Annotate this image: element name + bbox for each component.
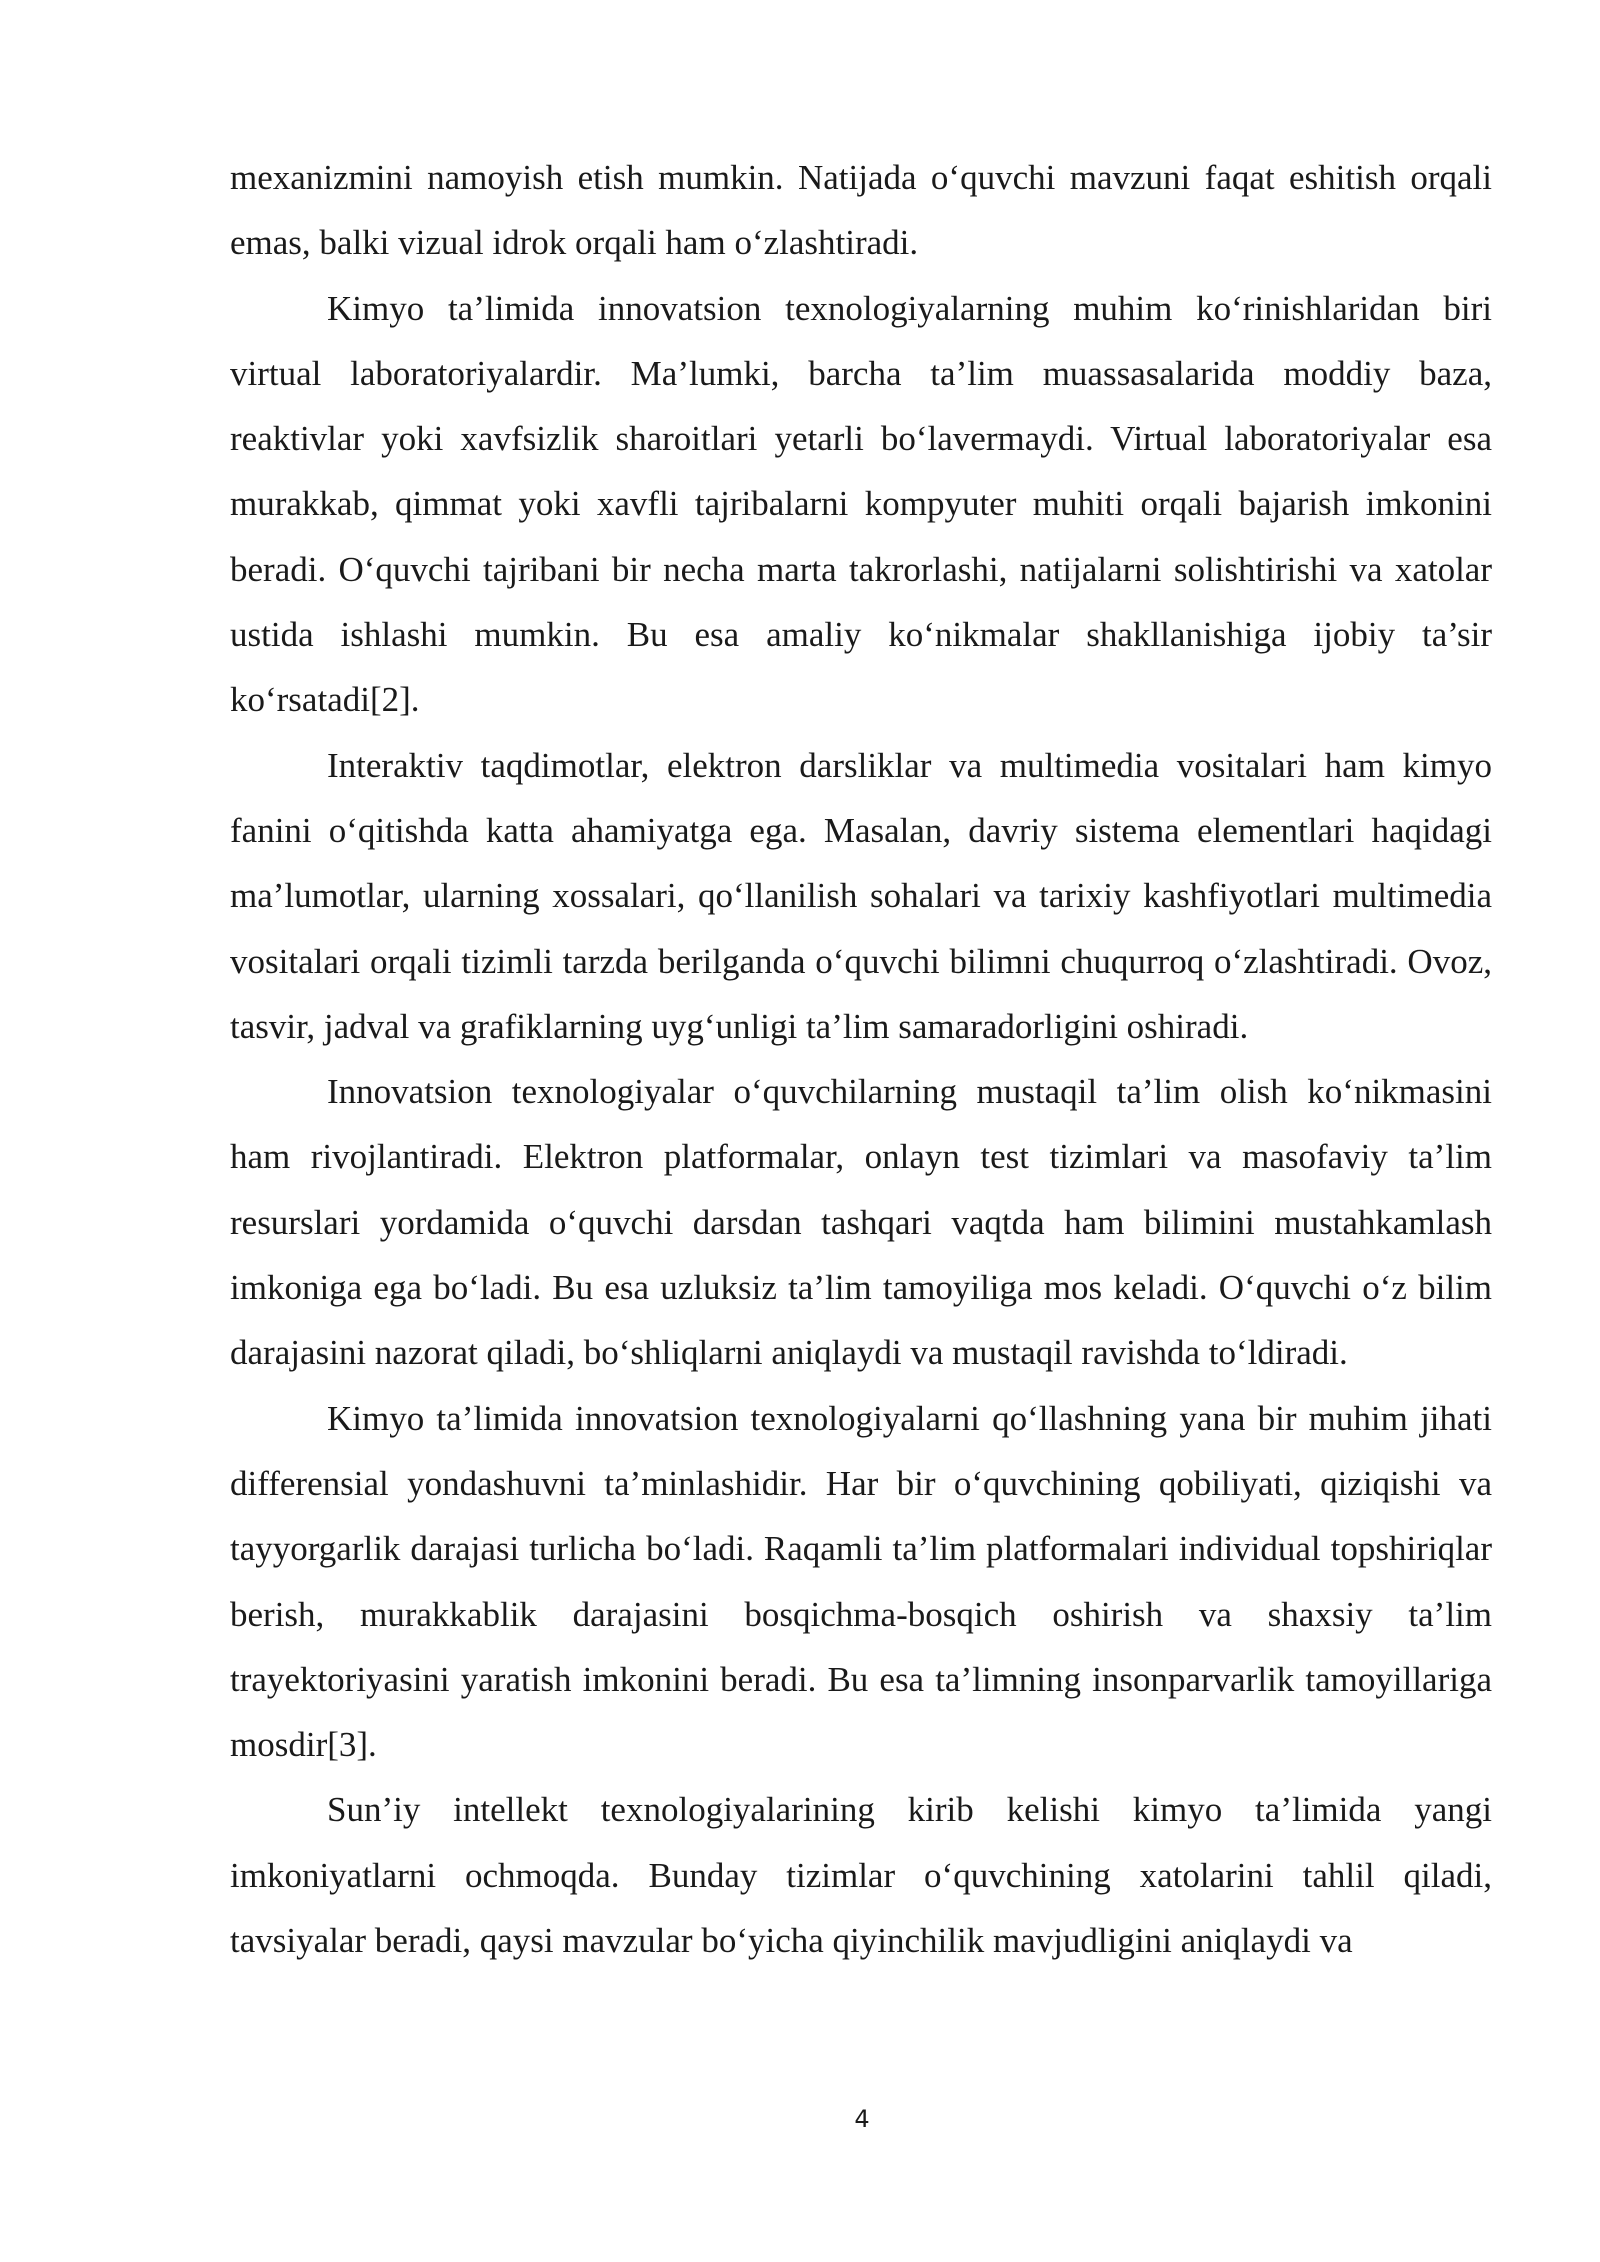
paragraph-2: Kimyo ta’limida innovatsion texnologiyalarning muhim ko‘rinishlaridan biri virtual laboratoriyalardir. Ma’lumki, barcha ta’lim muassasalarida moddiy baza, reaktivlar yoki xavfsizlik sharoitlari yetarli bo‘lavermaydi. Virtual laboratoriyalar esa murakkab, qimmat yoki xavfli tajribalarni kompyuter muhiti orqali bajarish imkonini beradi. O‘quvchi tajribani bir necha marta takrorlashi, natijalarni solishtirishi va xatolar ustida ishlashi mumkin. Bu esa amaliy ko‘nikmalar shakllanishiga ijobiy ta’sir ko‘rsatadi[2]. — [230, 288, 1492, 720]
paragraph-1: mexanizmini namoyish etish mumkin. Natijada o‘quvchi mavzuni faqat eshitish orqali emas, balki vizual idrok orqali ham o‘zlashtiradi. — [230, 158, 1492, 263]
body-text — [230, 145, 1492, 1973]
page-number: 4 — [854, 2105, 870, 2133]
paragraph-5: Kimyo ta’limida innovatsion texnologiyalarni qo‘llashning yana bir muhim jihati differensial yondashuvni ta’minlashidir. Har bir o‘quvchining qobiliyati, qiziqishi va tayyorgarlik darajasi turlicha bo‘ladi. Raqamli ta’lim platformalari individual topshiriqlar berish, murakkablik darajasini bosqichma-bosqich oshirish va shaxsiy ta’lim trayektoriyasini yaratish imkonini beradi. Bu esa ta’limning insonparvarlik tamoyillariga mosdir[3]. — [230, 1398, 1492, 1765]
paragraph-4: Innovatsion texnologiyalar o‘quvchilarning mustaqil ta’lim olish ko‘nikmasini ham rivojlantiradi. Elektron platformalar, onlayn test tizimlari va masofaviy ta’lim resurslari yordamida o‘quvchi darsdan tashqari vaqtda ham bilimini mustahkamlash imkoniga ega bo‘ladi. Bu esa uzluksiz ta’lim tamoyiliga mos keladi. O‘quvchi o‘z bilim darajasini nazorat qiladi, bo‘shliqlarni aniqlaydi va mustaqil ravishda to‘ldiradi. — [230, 1072, 1492, 1373]
paragraph-3: Interaktiv taqdimotlar, elektron darsliklar va multimedia vositalari ham kimyo fanini o‘qitishda katta ahamiyatga ega. Masalan, davriy sistema elementlari haqidagi ma’lumotlar, ularning xossalari, qo‘llanilish sohalari va tarixiy kashfiyotlari multimedia vositalari orqali tizimli tarzda berilganda o‘quvchi bilimni chuqurroq o‘zlashtiradi. Ovoz, tasvir, jadval va grafiklarning uyg‘unligi ta’lim samaradorligini oshiradi. — [230, 745, 1492, 1046]
paragraph-6: Sun’iy intellekt texnologiyalarining kirib kelishi kimyo ta’limida yangi imkoniyatlarni ochmoqda. Bunday tizimlar o‘quvchining xatolarini tahlil qiladi, tavsiyalar beradi, qaysi mavzular bo‘yicha qiyinchilik mavjudligini aniqlaydi va — [230, 1790, 1492, 1961]
